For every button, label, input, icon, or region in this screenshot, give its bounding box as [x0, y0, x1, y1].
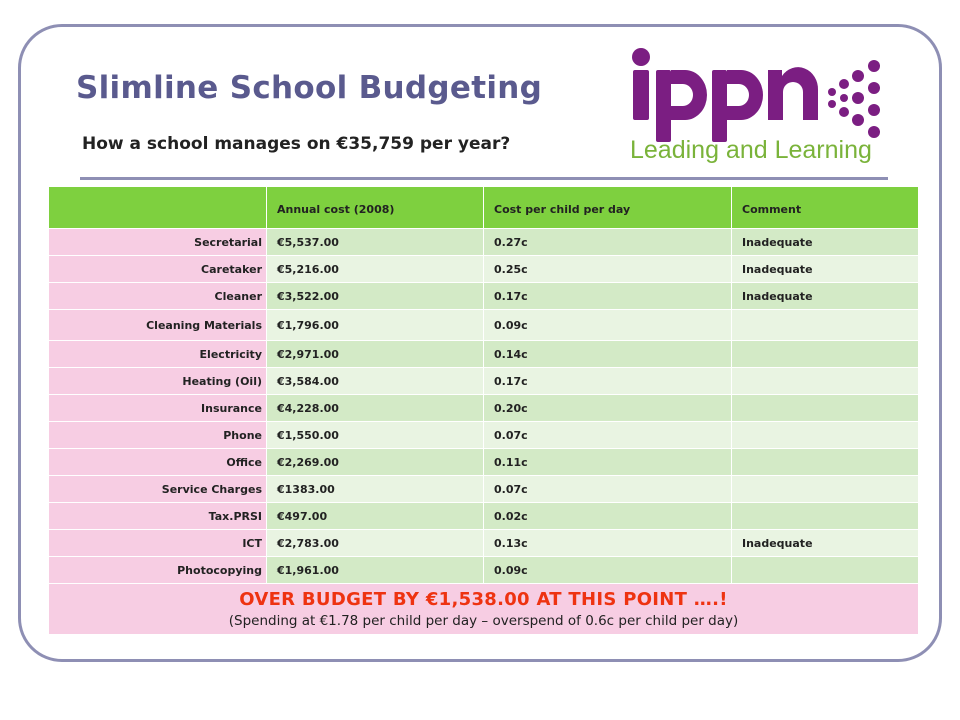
table-summary-row — [49, 584, 919, 635]
row-comment — [732, 449, 919, 476]
row-item: Secretarial — [49, 229, 267, 256]
summary-cell — [49, 584, 919, 635]
row-cost-per-child: 0.07c — [484, 422, 732, 449]
row-item: Caretaker — [49, 256, 267, 283]
row-comment — [732, 476, 919, 503]
table-row — [49, 310, 919, 341]
row-annual-cost: €5,537.00 — [267, 229, 484, 256]
table-header-row — [49, 187, 919, 229]
row-item: Electricity — [49, 341, 267, 368]
row-annual-cost: €3,522.00 — [267, 283, 484, 310]
row-annual-cost: €1,961.00 — [267, 557, 484, 584]
logo-dots — [828, 60, 880, 138]
table-row — [49, 449, 919, 476]
row-cost-per-child: 0.14c — [484, 341, 732, 368]
row-comment — [732, 395, 919, 422]
row-comment — [732, 368, 919, 395]
row-cost-per-child: 0.09c — [484, 310, 732, 341]
row-cost-per-child: 0.02c — [484, 503, 732, 530]
header-cost-per-child: Cost per child per day — [484, 187, 732, 229]
overspend-note: (Spending at €1.78 per child per day – overspend of 0.6c per child per day) — [228, 613, 739, 629]
table-row — [49, 341, 919, 368]
row-item: Tax.PRSI — [49, 503, 267, 530]
row-comment: Inadequate — [732, 256, 919, 283]
row-comment — [732, 341, 919, 368]
row-cost-per-child: 0.20c — [484, 395, 732, 422]
row-item: Photocopying — [49, 557, 267, 584]
row-annual-cost: €5,216.00 — [267, 256, 484, 283]
row-annual-cost: €2,783.00 — [267, 530, 484, 557]
table-row — [49, 557, 919, 584]
row-comment: Inadequate — [732, 530, 919, 557]
row-annual-cost: €2,269.00 — [267, 449, 484, 476]
row-annual-cost: €4,228.00 — [267, 395, 484, 422]
table-row — [49, 395, 919, 422]
row-annual-cost: €1,550.00 — [267, 422, 484, 449]
table-row — [49, 503, 919, 530]
row-annual-cost: €3,584.00 — [267, 368, 484, 395]
row-annual-cost: €1,796.00 — [267, 310, 484, 341]
row-cost-per-child: 0.17c — [484, 283, 732, 310]
row-item: Heating (Oil) — [49, 368, 267, 395]
table-row — [49, 530, 919, 557]
row-annual-cost: €2,971.00 — [267, 341, 484, 368]
budget-table — [48, 186, 919, 635]
table-row — [49, 229, 919, 256]
table-row — [49, 476, 919, 503]
row-cost-per-child: 0.27c — [484, 229, 732, 256]
header-item — [49, 187, 267, 229]
row-item: ICT — [49, 530, 267, 557]
row-comment — [732, 557, 919, 584]
row-comment — [732, 310, 919, 341]
header-annual-cost: Annual cost (2008) — [267, 187, 484, 229]
row-comment — [732, 503, 919, 530]
row-item: Cleaner — [49, 283, 267, 310]
table-row — [49, 422, 919, 449]
row-item: Insurance — [49, 395, 267, 422]
row-annual-cost: €497.00 — [267, 503, 484, 530]
row-comment: Inadequate — [732, 283, 919, 310]
header-comment: Comment — [732, 187, 919, 229]
row-cost-per-child: 0.17c — [484, 368, 732, 395]
row-cost-per-child: 0.25c — [484, 256, 732, 283]
ippn-logo — [620, 40, 900, 165]
row-comment — [732, 422, 919, 449]
row-item: Service Charges — [49, 476, 267, 503]
table-row — [49, 368, 919, 395]
row-item: Office — [49, 449, 267, 476]
over-budget-headline: OVER BUDGET BY €1,538.00 AT THIS POINT ….! — [239, 589, 728, 610]
title-divider — [80, 177, 888, 180]
logo-tagline: Leading and Learning — [630, 136, 872, 164]
logo-wordmark-glyphs — [632, 48, 818, 142]
row-item: Cleaning Materials — [49, 310, 267, 341]
row-cost-per-child: 0.07c — [484, 476, 732, 503]
slide-subtitle: How a school manages on €35,759 per year? — [82, 134, 511, 154]
slide-title: Slimline School Budgeting — [76, 70, 543, 106]
row-item: Phone — [49, 422, 267, 449]
row-cost-per-child: 0.13c — [484, 530, 732, 557]
row-cost-per-child: 0.09c — [484, 557, 732, 584]
row-cost-per-child: 0.11c — [484, 449, 732, 476]
row-annual-cost: €1383.00 — [267, 476, 484, 503]
row-comment: Inadequate — [732, 229, 919, 256]
table-row — [49, 256, 919, 283]
table-row — [49, 283, 919, 310]
